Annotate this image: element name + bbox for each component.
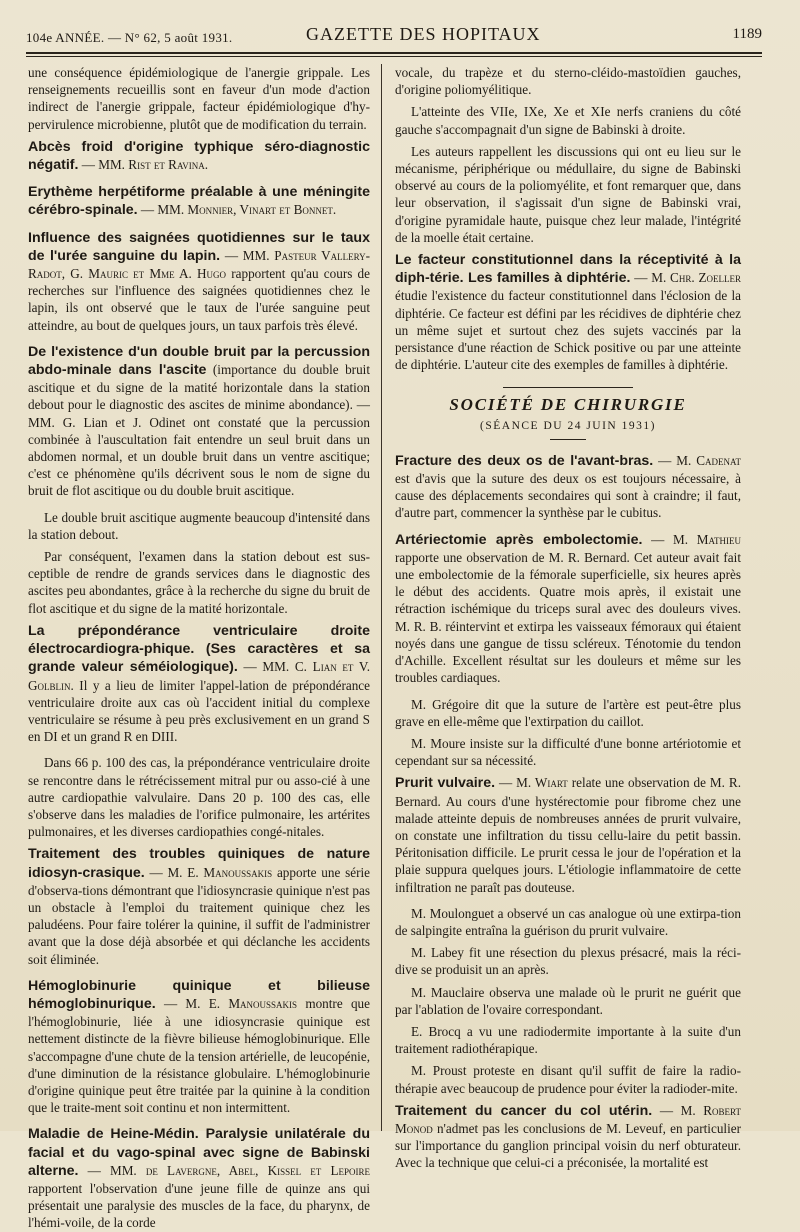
entry-title: Hémoglobinurie quinique et bilieuse hémoglobinurique.: [28, 977, 370, 1012]
entry-authors: — MM. C. Lian et V. Golblin.: [28, 659, 370, 693]
abstract-entry: [395, 452, 741, 522]
paragraph: M. Mauclaire observa une malade où le prurit ne guérit que par l'ablation de l'ovaire correspondant.: [395, 984, 741, 1017]
entry-authors: — M. Robert Monod: [395, 1102, 742, 1136]
entry-authors: — M. Chr. Zoeller: [634, 270, 741, 286]
section-subtitle: (SÉANCE DU 24 JUIN 1931): [480, 419, 656, 432]
entry-body: rapporte une observation de M. R. Bernard. Cet auteur avait fait une embolectomie de la fémorale superficielle, six heures après le début des accidents. Quatre mois après, il existait une rétraction ischémique du triceps sural avec des douleurs vives. M. R. B. réintervint et extirpa les vaisseaux fémoraux qui étaient noyés dans une gangue de tissu scléreux. Ténotomie du tendon d'Achille. Excellent résultat sur les douleurs et même sur les troubles cardiaques.: [395, 549, 741, 686]
paragraph: Les auteurs rappellent les discussions qui ont eu lieu sur le mécanisme, périphérique ou médullaire, du signe de Babinski observé au cours de la poliomyélite, et font remarquer que, dans leur observation, il s'agissait d'un signe de Babinski vrai, d'origine pyramidale haute, puisque chez leur malade, l'intégrité de la moelle était certaine.: [395, 143, 741, 245]
entry-title: De l'existence d'un double bruit par la percussion abdo-minale dans l'ascite: [28, 343, 370, 379]
entry-body: est d'avis que la suture des deux os est toujours nécessaire, à cause des déplacements secondaires qui sont à craindre; il faut, d'autre part, commencer la synthèse par le cubitus.: [395, 471, 741, 521]
abstract-entry: [395, 1102, 741, 1172]
section-rule: [503, 387, 633, 388]
entry-title: Erythème herpétiforme préalable à une méningite cérébro-spinale.: [28, 184, 370, 219]
abstract-entry: [395, 251, 741, 373]
abstract-entry: [28, 1125, 370, 1231]
abstract-entry: [28, 977, 370, 1117]
abstract-entry: [395, 774, 741, 895]
abstract-entry: [28, 229, 370, 334]
paragraph: M. Moure insiste sur la difficulté d'une bonne artériotomie et cependant sur sa nécessité.: [395, 735, 741, 769]
entry-authors: — M. Wiart: [499, 775, 568, 791]
abstract-entry: [28, 138, 370, 174]
abstract-entry: [28, 622, 370, 745]
entry-authors: — MM. Pasteur Vallery-Radot, G. Mauric et Mme A. Hugo: [28, 247, 370, 282]
header-rule: [26, 56, 762, 57]
entry-body: (importance du double bruit ascitique et du signe de la matité horizontale dans la station debout pour le diagnostic des ascites de minime abondance). — MM. G. Lian et J. Odinet ont constaté que la percussion combinée à l'auscultation fait entendre un seul bruit dans un abdomen normal, et un double bruit dans un ventre ascitique; c'est ce phénomène qu'ils décrivent sous le nom de signe du bruit de flot ascitique ou du double bruit ascitique.: [28, 362, 370, 499]
entry-title: La prépondérance ventriculaire droite électrocardiogra-phique. (Ses caractères et sa grande valeur séméiologique).: [28, 622, 370, 676]
entry-title: Traitement du cancer du col utérin.: [395, 1102, 653, 1119]
entry-authors: — M. E. Manoussakis: [163, 995, 298, 1011]
paragraph: M. Grégoire dit que la suture de l'artère est peut-être plus grave en elle-même que l'extirpation du caillot.: [395, 696, 741, 729]
entry-body: montre que l'hémoglobinurie, liée à une idiosyncrasie quinique est nettement distincte de la fièvre bilieuse hémoglobinurique. Elle s'accompagne d'une chute de la tension artérielle, de leucopénie, d'une diminution de la résistance globulaire. L'hémoglobinurie d'origine quinique peut être traitée par la quinine à la condition que le traite-ment soit continu et non intermittent.: [28, 995, 370, 1116]
entry-title: Le facteur constitutionnel dans la réceptivité à la diph-térie. Les familles à diphtérie.: [395, 252, 741, 287]
column-divider: [381, 64, 382, 1131]
entry-body: étudie l'existence du facteur constitutionnel dans l'éclosion de la diphtérie. Ce facteur est défini par les récidives de diphtérie chez un même sujet et surtout chez des sujets vaccinés par la persistance d'une réaction de Schick positive ou par une atteinte de diphtérie. L'auteur cite des exemples de familles à diphtérie.: [395, 288, 741, 373]
journal-title: GAZETTE DES HOPITAUX: [306, 24, 541, 44]
entry-body: apporte une série d'observa-tions démontrant que l'idiosyncrasie quinique n'est pas un obstacle à l'emploi du traitement quinique chez les paludéens. Pour faire tolérer la quinine, il suffit de l'administrer avant que la dose déjà absorbée et qui déclanche les accidents soit éliminée.: [28, 864, 371, 967]
issue-info: 104e ANNÉE. — N° 62, 5 août 1931.: [26, 30, 233, 45]
entry-body: rapportent qu'au cours de recherches sur l'influence des saignées quotidiennes chez le lapin, ils ont observé que le taux de l'urée sanguine peut atteindre, au bout de quelques jours, un taux parfois très élevé.: [28, 266, 371, 333]
paragraph: M. Moulonguet a observé un cas analogue où une extirpa-tion de salpingite entraîna la guérison du prurit vulvaire.: [395, 905, 741, 938]
entry-body: Il y a lieu de limiter l'appel-lation de prépondérance ventriculaire droite aux cas où l'accident initial du complexe ventriculaire se résume à peu près exclusivement en un grand S en DI et un grand R en DIII.: [28, 677, 370, 745]
entry-title: Artériectomie après embolectomie.: [395, 531, 643, 548]
entry-authors: — MM. de Lavergne, Abel, Kissel et Lepoire: [87, 1162, 370, 1178]
page-header: [26, 22, 762, 54]
abstract-entry: [28, 845, 370, 967]
entry-body: relate une observation de M. R. Bernard. Au cours d'une hystérectomie pour fibrome chez une malade atteinte depuis de nombreuses années de prurit vulvaire, on constate une infiltration du tissu cellu-laire du petit bassin. Péritonisation difficile. Le prurit cessa le jour de l'opération et la plaie suppura quelques jours. L'étiologie inflammatoire de cette infiltration ne paraît pas douteuse.: [395, 775, 742, 895]
abstract-entry: [28, 183, 370, 219]
paragraph: M. Proust proteste en disant qu'il suffit de faire la radio-thérapie avec beaucoup de prudence pour éviter la radioder-mite.: [395, 1063, 741, 1096]
right-column: [395, 64, 742, 1171]
page-number: 1189: [732, 26, 762, 42]
paragraph: L'atteinte des VIIe, IXe, Xe et XIe nerfs craniens du côté gauche s'accompagnait d'un signe de Babinski à droite.: [395, 104, 741, 137]
paragraph: Par conséquent, l'examen dans la station debout est sus-ceptible de rendre de grands services dans le diagnostic des ascites peu abondantes, grâce à la recherche du signe du bruit de flot ascitique et du signe de la matité horizontale.: [28, 549, 370, 616]
paragraph: Dans 66 p. 100 des cas, la prépondérance ventriculaire droite se rencontre dans le rétrécissement mitral pur ou asso-cié à une autre cardiopathie valvulaire. Dans 20 p. 100 des cas, elle s'observe dans les maladies de l'orifice pulmonaire, les artérites pulmonaires, et les diverses cardiopathies congé-nitales.: [28, 755, 370, 840]
entry-authors: — M. Cadenat: [658, 452, 741, 468]
entry-title: Fracture des deux os de l'avant-bras.: [395, 452, 654, 469]
abstract-entry: [28, 343, 370, 500]
entry-title: Traitement des troubles quiniques de nature idiosyn-crasique.: [28, 846, 370, 881]
paragraph: vocale, du trapèze et du sterno-cléido-mastoïdien gauches, d'origine poliomyélitique.: [395, 65, 741, 98]
paragraph: M. Labey fit une résection du plexus présacré, mais la réci-dive se produisit un an après.: [395, 945, 741, 978]
entry-authors: — MM. Monnier, Vinart et Bonnet.: [140, 202, 337, 218]
entry-authors: — MM. Rist et Ravina.: [81, 157, 209, 173]
entry-title: Prurit vulvaire.: [395, 775, 496, 792]
entry-title: Abcès froid d'origine typhique séro-diagnostic négatif.: [28, 138, 370, 174]
paragraph: une conséquence épidémiologique de l'anergie grippale. Les renseignements recueillis sont en faveur d'un mode d'action indirect de l'anergie grippale, facteur épidémiologique d'hy-pervirulence microbienne, plutôt que de modification du terrain.: [28, 65, 370, 132]
entry-body: rapportent l'observation d'une jeune fille de quinze ans qui présentait une paralysie des muscles de la face, du pharynx, de l'hémi-voile, de la corde: [28, 1180, 370, 1231]
left-column: [28, 64, 371, 1231]
abstract-entry: [395, 531, 741, 687]
paragraph: Le double bruit ascitique augmente beaucoup d'intensité dans la station debout.: [28, 509, 370, 542]
entry-title: Maladie de Heine-Médin. Paralysie unilatérale du facial et du vago-spinal avec signe de Babinski alterne.: [28, 1126, 370, 1179]
entry-title: Influence des saignées quotidiennes sur le taux de l'urée sanguine du lapin.: [28, 229, 370, 264]
section-rule-short: [550, 439, 586, 440]
entry-authors: — M. Mathieu: [651, 531, 742, 547]
section-title: SOCIÉTÉ DE CHIRURGIE: [449, 395, 687, 415]
entry-body: n'admet pas les conclusions de M. Leveuf, en particulier sur l'importance du ganglion principal voisin du nerf obturateur. Avec la technique que celui-ci a préconisée, la mortalité est: [395, 1120, 741, 1171]
paragraph: E. Brocq a vu une radiodermite importante à la suite d'un traitement radiothérapique.: [395, 1023, 741, 1057]
entry-authors: — M. E. Manoussakis: [149, 864, 273, 880]
